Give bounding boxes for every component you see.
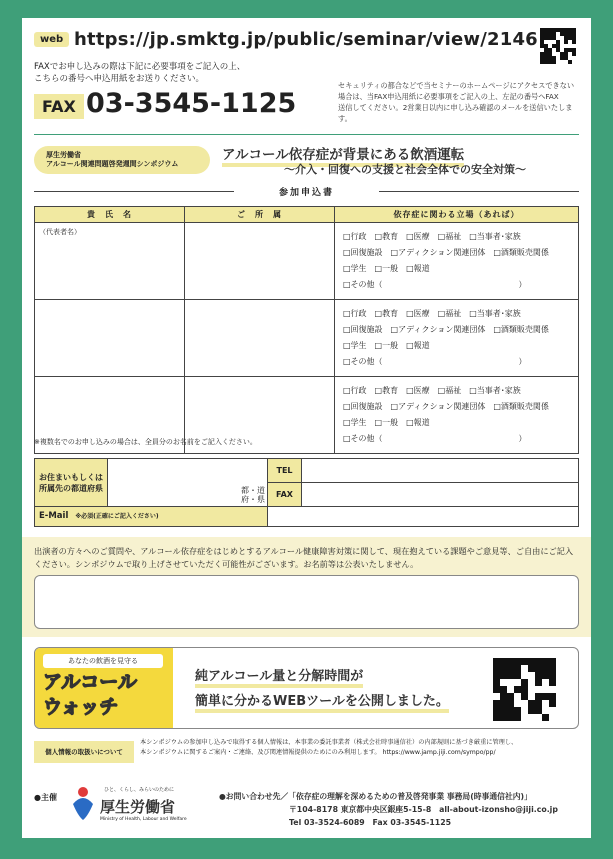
sponsor-line: アルコール関連問題啓発週間シンポジウム — [46, 160, 179, 168]
fax-badge: FAX — [34, 94, 84, 119]
web-badge: web — [34, 32, 69, 47]
pref-label: 府・県 — [241, 495, 265, 504]
banner-logo-area — [35, 648, 173, 729]
banner-message-line: 簡単に分かるWEBツールを公開しました。 — [195, 694, 449, 713]
options-line[interactable]: □行政 □教育 □医療 □福祉 □当事者･家族 — [343, 232, 521, 241]
email-field[interactable] — [268, 507, 579, 527]
options-line[interactable]: □その他（ ） — [343, 280, 527, 289]
address-label-line: お住まいもしくは — [39, 472, 103, 482]
affiliation-field[interactable] — [185, 223, 335, 300]
qr-code-top — [540, 28, 576, 64]
address-label-line: 所属先の都道府県 — [39, 483, 103, 493]
options-line[interactable]: □行政 □教育 □医療 □福祉 □当事者･家族 — [343, 309, 521, 318]
logo-line: アルコール — [43, 671, 137, 693]
sponsor-line: 厚生労働省 — [46, 151, 81, 159]
banner-message — [195, 664, 449, 714]
mhlw-logo-icon — [68, 782, 98, 826]
security-note-line: 場合は、当FAX申込用紙に必要事項をご記入の上、左記の番号へFAX — [338, 92, 559, 101]
alcohol-watch-banner[interactable] — [34, 647, 579, 729]
options-line[interactable]: □学生 □一般 □報道 — [343, 341, 430, 350]
registration-table — [34, 206, 579, 454]
email-label — [35, 507, 268, 527]
tel-label: TEL — [268, 459, 302, 483]
divider — [34, 134, 579, 135]
security-note-line: 送信してください。2営業日以内に申し込み確認のメールを送信いたします。 — [338, 103, 573, 123]
name-field[interactable] — [35, 223, 185, 300]
header-affiliation: ご 所 属 — [185, 207, 335, 223]
question-field[interactable] — [34, 575, 579, 629]
position-options[interactable] — [335, 300, 579, 377]
privacy-label: 個人情報の取扱いについて — [34, 741, 134, 763]
fax-note-line: FAXでお申し込みの際は下記に必要事項をご記入の上、 — [34, 62, 246, 72]
fax-label: FAX — [268, 483, 302, 507]
position-options[interactable] — [335, 377, 579, 454]
host-label: ●主催 — [34, 793, 57, 802]
prefecture-field[interactable] — [108, 459, 268, 507]
event-title — [222, 143, 464, 163]
email-note: ※必須(正確にご記入ください) — [75, 513, 159, 520]
options-line[interactable]: □回復施設 □アディクション関連団体 □酒類販売関係 — [343, 248, 549, 257]
name-field[interactable] — [35, 300, 185, 377]
fax-field[interactable] — [302, 483, 579, 507]
options-line[interactable]: □その他（ ） — [343, 357, 527, 366]
mhlw-tagline: ひと、くらし、みらいのために — [104, 787, 175, 793]
contact-line: 〒104-8178 東京都中央区銀座5-15-8 all-about-izonsho@jiji.co.jp — [289, 805, 558, 814]
event-title-text: アルコール依存症が背景にある飲酒運転 — [222, 147, 464, 167]
mhlw-english: Ministry of Health, Labour and Welfare — [100, 817, 187, 822]
contact-line: Tel 03-3524-6089 Fax 03-3545-1125 — [289, 818, 452, 827]
seminar-url[interactable]: https://jp.smktg.jp/public/seminar/view/2146 — [74, 29, 538, 50]
form-title: 参加申込書 — [34, 185, 579, 198]
fax-note-line: こちらの番号へ申込用紙をお送りください。 — [34, 74, 205, 84]
question-text: 出演者の方々へのご質問や、アルコール依存症をはじめとするアルコール健康障害対策に関して、現在抱えている課題やご意見等、ご自由にご記入ください。シンポジウムで取り上げさせていただく可能性がございます。お名前等は公表いたしません。 — [34, 546, 574, 569]
email-label-text: E-Mail — [39, 511, 69, 521]
options-line[interactable]: □回復施設 □アディクション関連団体 □酒類販売関係 — [343, 325, 549, 334]
tel-field[interactable] — [302, 459, 579, 483]
contact-table — [34, 458, 579, 527]
options-line[interactable]: □その他（ ） — [343, 434, 527, 443]
options-line[interactable]: □行政 □教育 □医療 □福祉 □当事者･家族 — [343, 386, 521, 395]
table-row — [35, 223, 579, 300]
affiliation-field[interactable] — [185, 300, 335, 377]
privacy-text — [140, 738, 580, 758]
fax-number: 03-3545-1125 — [86, 88, 297, 119]
alcohol-watch-logo — [43, 670, 137, 720]
event-subtitle: ～介入・回復への支援と社会全体での安全対策～ — [284, 163, 526, 176]
fax-note — [34, 61, 334, 85]
security-note-line: セキュリティの都合などで当セミナーのホームページにアクセスできない — [338, 81, 575, 90]
banner-tag: あなたの飲酒を見守る — [43, 654, 163, 668]
flyer-page — [22, 18, 591, 838]
options-line[interactable]: □回復施設 □アディクション関連団体 □酒類販売関係 — [343, 402, 549, 411]
qr-code-banner — [493, 658, 556, 721]
sponsor-pill — [34, 146, 210, 174]
header-name: 貴 氏 名 — [35, 207, 185, 223]
options-line[interactable]: □学生 □一般 □報道 — [343, 264, 430, 273]
privacy-line: 本シンポジウムに関するご案内・ご連絡、及び関連情報提供のためにのみ利用します。 https://www.jamp.jiji.com/sympo/pp/ — [140, 749, 496, 756]
address-label — [35, 459, 108, 507]
security-note — [338, 80, 586, 124]
options-line[interactable]: □学生 □一般 □報道 — [343, 418, 430, 427]
header-position: 依存症に関わる立場（あれば） — [335, 207, 579, 223]
representative-label: （代表者名） — [39, 228, 81, 236]
privacy-line: 本シンポジウムの参加申し込みで取得する個人情報は、本事業の委託事業者（株式会社時事通信社）の内部規則に基づき厳重に管理し、 — [140, 739, 518, 746]
contact-line: ●お問い合わせ先／「依存症の理解を深めるための普及啓発事業 事務局(時事通信社内)」 — [219, 792, 532, 801]
banner-message-line: 純アルコール量と分解時間が — [195, 669, 363, 688]
mhlw-name: 厚生労働省 — [100, 798, 176, 816]
position-options[interactable] — [335, 223, 579, 300]
table-row — [35, 300, 579, 377]
contact-info — [219, 790, 589, 829]
multi-note: ※複数名でのお申し込みの場合は、全員分のお名前をご記入ください。 — [34, 438, 257, 446]
pref-label: 都・道 — [241, 486, 265, 495]
logo-line: ウォッチ — [43, 696, 119, 718]
